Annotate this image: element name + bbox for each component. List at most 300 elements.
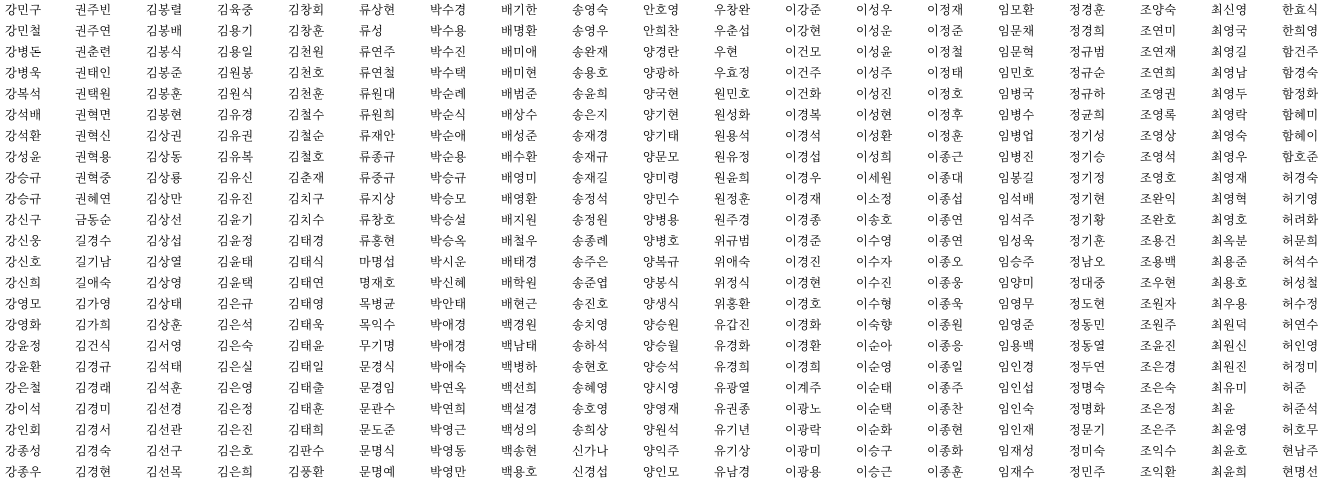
name-cell: 임재수 <box>998 465 1035 479</box>
name-cell: 양승석 <box>643 360 680 374</box>
name-cell: 송준엽 <box>572 276 609 290</box>
name-cell: 강이석 <box>5 402 42 416</box>
name-cell: 강윤환 <box>5 360 42 374</box>
name-cell: 박영동 <box>430 444 467 458</box>
name-cell: 박안태 <box>430 297 467 311</box>
name-cell: 조용백 <box>1140 255 1177 269</box>
name-cell: 이세원 <box>856 171 893 185</box>
name-cell: 정기훈 <box>1069 234 1106 248</box>
name-cell: 김철호 <box>288 150 325 164</box>
name-cell: 송완재 <box>572 45 609 59</box>
name-cell: 류연주 <box>359 45 396 59</box>
name-cell: 김상열 <box>146 255 183 269</box>
name-cell: 최영숙 <box>1211 129 1248 143</box>
name-cell: 이수진 <box>856 276 893 290</box>
name-cell: 임병진 <box>998 150 1035 164</box>
name-cell: 조우현 <box>1140 276 1177 290</box>
name-cell: 김태일 <box>288 360 325 374</box>
name-cell: 김천훈 <box>288 87 325 101</box>
name-cell: 박수용 <box>430 24 467 38</box>
name-cell: 송하석 <box>572 339 609 353</box>
name-cell: 류원대 <box>359 87 396 101</box>
name-row <box>0 399 1319 420</box>
name-cell: 이강현 <box>785 24 822 38</box>
name-cell: 이경복 <box>785 108 822 122</box>
name-cell: 송정원 <box>572 213 609 227</box>
name-cell: 김상선 <box>146 213 183 227</box>
name-row <box>0 273 1319 294</box>
name-cell: 현남주 <box>1282 444 1319 458</box>
name-cell: 박순용 <box>430 150 467 164</box>
name-cell: 김은숙 <box>217 339 254 353</box>
name-cell: 이건화 <box>785 87 822 101</box>
name-cell: 권주연 <box>75 24 112 38</box>
name-cell: 양생식 <box>643 297 680 311</box>
name-cell: 이건모 <box>785 45 822 59</box>
name-row <box>0 126 1319 147</box>
name-cell: 양봉식 <box>643 276 680 290</box>
name-cell: 이경재 <box>785 192 822 206</box>
name-cell: 김봉현 <box>146 108 183 122</box>
name-cell: 유기년 <box>714 423 751 437</box>
name-row <box>0 105 1319 126</box>
name-cell: 조윤진 <box>1140 339 1177 353</box>
name-cell: 조연미 <box>1140 24 1177 38</box>
name-cell: 임민호 <box>998 66 1035 80</box>
name-cell: 김춘재 <box>288 171 325 185</box>
name-cell: 정규하 <box>1069 87 1106 101</box>
name-cell: 권혁면 <box>75 108 112 122</box>
name-cell: 최윤희 <box>1211 465 1248 479</box>
name-cell: 이정재 <box>927 3 964 17</box>
name-cell: 송정석 <box>572 192 609 206</box>
name-cell: 김은영 <box>217 381 254 395</box>
name-cell: 김선관 <box>146 423 183 437</box>
name-cell: 배수환 <box>501 150 538 164</box>
name-cell: 김유신 <box>217 171 254 185</box>
name-cell: 김경서 <box>75 423 112 437</box>
name-cell: 강종성 <box>5 444 42 458</box>
name-cell: 정동열 <box>1069 339 1106 353</box>
name-cell: 이성주 <box>856 66 893 80</box>
name-cell: 위규범 <box>714 234 751 248</box>
name-cell: 김경규 <box>75 360 112 374</box>
name-cell: 원유정 <box>714 150 751 164</box>
name-cell: 권혜연 <box>75 192 112 206</box>
name-cell: 정기황 <box>1069 213 1106 227</box>
name-cell: 김봉준 <box>146 66 183 80</box>
name-cell: 송진호 <box>572 297 609 311</box>
name-cell: 김창훈 <box>288 24 325 38</box>
name-cell: 신가나 <box>572 444 609 458</box>
name-cell: 양병호 <box>643 234 680 248</box>
name-cell: 강민철 <box>5 24 42 38</box>
name-cell: 류성 <box>359 24 384 38</box>
name-cell: 박순식 <box>430 108 467 122</box>
name-cell: 문도준 <box>359 423 396 437</box>
name-cell: 이종주 <box>927 381 964 395</box>
name-cell: 정동민 <box>1069 318 1106 332</box>
name-cell: 김경미 <box>75 402 112 416</box>
name-cell: 최윤 <box>1211 402 1236 416</box>
name-cell: 이광노 <box>785 402 822 416</box>
name-cell: 박수진 <box>430 45 467 59</box>
name-cell: 조용건 <box>1140 234 1177 248</box>
name-cell: 배성준 <box>501 129 538 143</box>
name-cell: 이종섭 <box>927 192 964 206</box>
name-cell: 송호영 <box>572 402 609 416</box>
name-cell: 임석배 <box>998 192 1035 206</box>
name-cell: 이경호 <box>785 297 822 311</box>
name-cell: 최옥분 <box>1211 234 1248 248</box>
name-row <box>0 63 1319 84</box>
name-cell: 문경임 <box>359 381 396 395</box>
name-cell: 김태출 <box>288 381 325 395</box>
name-cell: 정기승 <box>1069 150 1106 164</box>
name-row <box>0 336 1319 357</box>
name-cell: 임병국 <box>998 87 1035 101</box>
name-row <box>0 42 1319 63</box>
name-cell: 이순택 <box>856 402 893 416</box>
name-cell: 조은숙 <box>1140 381 1177 395</box>
name-cell: 양기현 <box>643 108 680 122</box>
name-cell: 류재안 <box>359 129 396 143</box>
name-cell: 조원주 <box>1140 318 1177 332</box>
name-cell: 박순애 <box>430 129 467 143</box>
name-cell: 박신혜 <box>430 276 467 290</box>
name-cell: 정기정 <box>1069 171 1106 185</box>
name-cell: 양복규 <box>643 255 680 269</box>
name-cell: 안호영 <box>643 3 680 17</box>
name-cell: 강복석 <box>5 87 42 101</box>
name-cell: 이승근 <box>856 465 893 479</box>
name-row <box>0 378 1307 399</box>
name-cell: 조원자 <box>1140 297 1177 311</box>
name-cell: 우현 <box>714 45 739 59</box>
name-cell: 양인모 <box>643 465 680 479</box>
name-cell: 김가희 <box>75 318 112 332</box>
name-cell: 강석환 <box>5 129 42 143</box>
name-cell: 허려화 <box>1282 213 1319 227</box>
name-cell: 최유미 <box>1211 381 1248 395</box>
name-row <box>0 168 1319 189</box>
name-cell: 정기현 <box>1069 192 1106 206</box>
name-cell: 이순영 <box>856 360 893 374</box>
name-cell: 박애경 <box>430 339 467 353</box>
name-cell: 배태경 <box>501 255 538 269</box>
name-cell: 함혜미 <box>1282 108 1319 122</box>
name-cell: 임모환 <box>998 3 1035 17</box>
name-cell: 강승규 <box>5 192 42 206</box>
name-cell: 김태경 <box>288 234 325 248</box>
name-cell: 마명섭 <box>359 255 396 269</box>
name-cell: 유경희 <box>714 360 751 374</box>
name-cell: 이경종 <box>785 213 822 227</box>
name-cell: 배학원 <box>501 276 538 290</box>
name-cell: 정두연 <box>1069 360 1106 374</box>
name-cell: 김용기 <box>217 24 254 38</box>
name-cell: 유권종 <box>714 402 751 416</box>
name-cell: 강석배 <box>5 108 42 122</box>
name-cell: 이경환 <box>785 339 822 353</box>
name-cell: 이송호 <box>856 213 893 227</box>
name-cell: 김윤기 <box>217 213 254 227</box>
name-cell: 우창완 <box>714 3 751 17</box>
name-cell: 강신웅 <box>5 234 42 248</box>
name-cell: 조영상 <box>1140 129 1177 143</box>
name-cell: 임양미 <box>998 276 1035 290</box>
name-cell: 류홍현 <box>359 234 396 248</box>
name-cell: 송재경 <box>572 129 609 143</box>
name-cell: 김철수 <box>288 108 325 122</box>
name-cell: 백선희 <box>501 381 538 395</box>
name-cell: 원정훈 <box>714 192 751 206</box>
name-cell: 김봉식 <box>146 45 183 59</box>
name-cell: 박승옥 <box>430 234 467 248</box>
name-cell: 김태욱 <box>288 318 325 332</box>
name-cell: 금동순 <box>75 213 112 227</box>
name-cell: 조익수 <box>1140 444 1177 458</box>
name-cell: 조은경 <box>1140 360 1177 374</box>
name-cell: 한희영 <box>1282 24 1319 38</box>
name-cell: 최원신 <box>1211 339 1248 353</box>
name-cell: 배영미 <box>501 171 538 185</box>
name-cell: 임인숙 <box>998 402 1035 416</box>
name-row <box>0 315 1319 336</box>
name-cell: 허호무 <box>1282 423 1319 437</box>
name-row <box>0 189 1319 210</box>
name-cell: 백설경 <box>501 402 538 416</box>
name-cell: 박수택 <box>430 66 467 80</box>
name-cell: 임문채 <box>998 24 1035 38</box>
name-cell: 함호준 <box>1282 150 1319 164</box>
name-cell: 김선목 <box>146 465 183 479</box>
name-cell: 이정태 <box>927 66 964 80</box>
name-cell: 권혁신 <box>75 129 112 143</box>
name-cell: 배영환 <box>501 192 538 206</box>
name-cell: 조은정 <box>1140 402 1177 416</box>
name-cell: 이종훈 <box>927 465 964 479</box>
name-cell: 이수형 <box>856 297 893 311</box>
name-cell: 이건주 <box>785 66 822 80</box>
name-cell: 이경준 <box>785 234 822 248</box>
name-cell: 김태연 <box>288 276 325 290</box>
name-cell: 강영화 <box>5 318 42 332</box>
name-cell: 이광락 <box>785 423 822 437</box>
name-cell: 함정화 <box>1282 87 1319 101</box>
name-cell: 김유진 <box>217 192 254 206</box>
name-cell: 김윤택 <box>217 276 254 290</box>
name-cell: 우효정 <box>714 66 751 80</box>
name-cell: 최영국 <box>1211 24 1248 38</box>
name-cell: 김천원 <box>288 45 325 59</box>
name-cell: 김윤정 <box>217 234 254 248</box>
name-cell: 위정식 <box>714 276 751 290</box>
name-cell: 조영권 <box>1140 87 1177 101</box>
name-cell: 이성우 <box>856 3 893 17</box>
name-cell: 현명선 <box>1282 465 1319 479</box>
name-cell: 강신구 <box>5 213 42 227</box>
name-cell: 원윤희 <box>714 171 751 185</box>
name-cell: 송재길 <box>572 171 609 185</box>
name-cell: 박연옥 <box>430 381 467 395</box>
name-cell: 양기태 <box>643 129 680 143</box>
name-cell: 강성윤 <box>5 150 42 164</box>
name-cell: 함경숙 <box>1282 66 1319 80</box>
name-cell: 양시영 <box>643 381 680 395</box>
name-cell: 이수자 <box>856 255 893 269</box>
name-cell: 허인영 <box>1282 339 1319 353</box>
name-cell: 명재호 <box>359 276 396 290</box>
name-cell: 문관수 <box>359 402 396 416</box>
name-cell: 김석훈 <box>146 381 183 395</box>
name-cell: 김은정 <box>217 402 254 416</box>
name-cell: 이경우 <box>785 171 822 185</box>
name-cell: 김건식 <box>75 339 112 353</box>
name-cell: 이종연 <box>927 234 964 248</box>
name-cell: 배현근 <box>501 297 538 311</box>
name-cell: 최영길 <box>1211 45 1248 59</box>
name-row <box>0 462 1319 483</box>
name-cell: 김봉훈 <box>146 87 183 101</box>
name-cell: 허기영 <box>1282 192 1319 206</box>
name-cell: 류상현 <box>359 3 396 17</box>
name-cell: 위홍환 <box>714 297 751 311</box>
name-cell: 배명환 <box>501 24 538 38</box>
name-cell: 김유권 <box>217 129 254 143</box>
name-cell: 류창호 <box>359 213 396 227</box>
name-cell: 이정후 <box>927 108 964 122</box>
name-cell: 이종근 <box>927 150 964 164</box>
name-cell: 류지상 <box>359 192 396 206</box>
name-cell: 이경화 <box>785 318 822 332</box>
name-cell: 우춘섭 <box>714 24 751 38</box>
name-cell: 김원식 <box>217 87 254 101</box>
name-cell: 송희상 <box>572 423 609 437</box>
name-cell: 김은희 <box>217 465 254 479</box>
name-cell: 권주빈 <box>75 3 112 17</box>
name-cell: 김풍환 <box>288 465 325 479</box>
name-cell: 최영남 <box>1211 66 1248 80</box>
name-cell: 길기남 <box>75 255 112 269</box>
name-cell: 김치수 <box>288 213 325 227</box>
name-cell: 김상태 <box>146 297 183 311</box>
name-cell: 이경섭 <box>785 150 822 164</box>
name-cell: 박연희 <box>430 402 467 416</box>
name-cell: 송치영 <box>572 318 609 332</box>
name-cell: 김상룡 <box>146 171 183 185</box>
name-cell: 이종화 <box>927 444 964 458</box>
name-cell: 김봉배 <box>146 24 183 38</box>
name-cell: 허경숙 <box>1282 171 1319 185</box>
name-cell: 권춘련 <box>75 45 112 59</box>
name-cell: 허문희 <box>1282 234 1319 248</box>
name-cell: 정명숙 <box>1069 381 1106 395</box>
name-cell: 최영혁 <box>1211 192 1248 206</box>
name-row <box>0 21 1319 42</box>
name-cell: 이경희 <box>785 360 822 374</box>
name-cell: 강병돈 <box>5 45 42 59</box>
name-row <box>0 147 1319 168</box>
name-cell: 김봉렬 <box>146 3 183 17</box>
name-cell: 강종우 <box>5 465 42 479</box>
name-cell: 배철우 <box>501 234 538 248</box>
name-cell: 백경원 <box>501 318 538 332</box>
name-cell: 김은호 <box>217 444 254 458</box>
name-cell: 최우용 <box>1211 297 1248 311</box>
name-cell: 이경석 <box>785 129 822 143</box>
name-cell: 양미령 <box>643 171 680 185</box>
name-cell: 유남경 <box>714 465 751 479</box>
name-cell: 김천호 <box>288 66 325 80</box>
name-cell: 이정준 <box>927 24 964 38</box>
name-cell: 최윤영 <box>1211 423 1248 437</box>
name-cell: 이종응 <box>927 339 964 353</box>
name-cell: 김용일 <box>217 45 254 59</box>
name-cell: 백성의 <box>501 423 538 437</box>
name-cell: 무기명 <box>359 339 396 353</box>
name-cell: 양승월 <box>643 339 680 353</box>
name-cell: 김경현 <box>75 465 112 479</box>
name-cell: 최용호 <box>1211 276 1248 290</box>
name-cell: 이정철 <box>927 45 964 59</box>
name-cell: 임병업 <box>998 129 1035 143</box>
name-cell: 임성욱 <box>998 234 1035 248</box>
name-cell: 김육중 <box>217 3 254 17</box>
name-cell: 김태희 <box>288 423 325 437</box>
name-cell: 김은실 <box>217 360 254 374</box>
name-cell: 문명식 <box>359 444 396 458</box>
name-cell: 허연수 <box>1282 318 1319 332</box>
name-cell: 송영숙 <box>572 3 609 17</box>
name-cell: 정민주 <box>1069 465 1106 479</box>
name-cell: 함건주 <box>1282 45 1319 59</box>
name-cell: 임석주 <box>998 213 1035 227</box>
name-cell: 백용호 <box>501 465 538 479</box>
name-cell: 김윤태 <box>217 255 254 269</box>
name-cell: 이종원 <box>927 318 964 332</box>
name-cell: 이경진 <box>785 255 822 269</box>
name-cell: 배지원 <box>501 213 538 227</box>
name-cell: 양문모 <box>643 150 680 164</box>
name-cell: 길경수 <box>75 234 112 248</box>
name-cell: 원민호 <box>714 87 751 101</box>
name-cell: 박영근 <box>430 423 467 437</box>
name-cell: 이종찬 <box>927 402 964 416</box>
name-cell: 백송현 <box>501 444 538 458</box>
name-cell: 김선구 <box>146 444 183 458</box>
name-cell: 이성진 <box>856 87 893 101</box>
name-cell: 임인경 <box>998 360 1035 374</box>
name-cell: 이성윤 <box>856 45 893 59</box>
name-cell: 김상권 <box>146 129 183 143</box>
name-row <box>0 294 1319 315</box>
name-cell: 김치구 <box>288 192 325 206</box>
name-cell: 이종욱 <box>927 297 964 311</box>
name-cell: 강신희 <box>5 276 42 290</box>
name-cell: 이종일 <box>927 360 964 374</box>
name-cell: 이소정 <box>856 192 893 206</box>
name-cell: 김은석 <box>217 318 254 332</box>
name-cell: 최영락 <box>1211 108 1248 122</box>
name-cell: 류연철 <box>359 66 396 80</box>
name-cell: 조양숙 <box>1140 3 1177 17</box>
name-cell: 양영재 <box>643 402 680 416</box>
name-cell: 박수경 <box>430 3 467 17</box>
name-cell: 송윤희 <box>572 87 609 101</box>
name-cell: 최원진 <box>1211 360 1248 374</box>
name-cell: 양병용 <box>643 213 680 227</box>
